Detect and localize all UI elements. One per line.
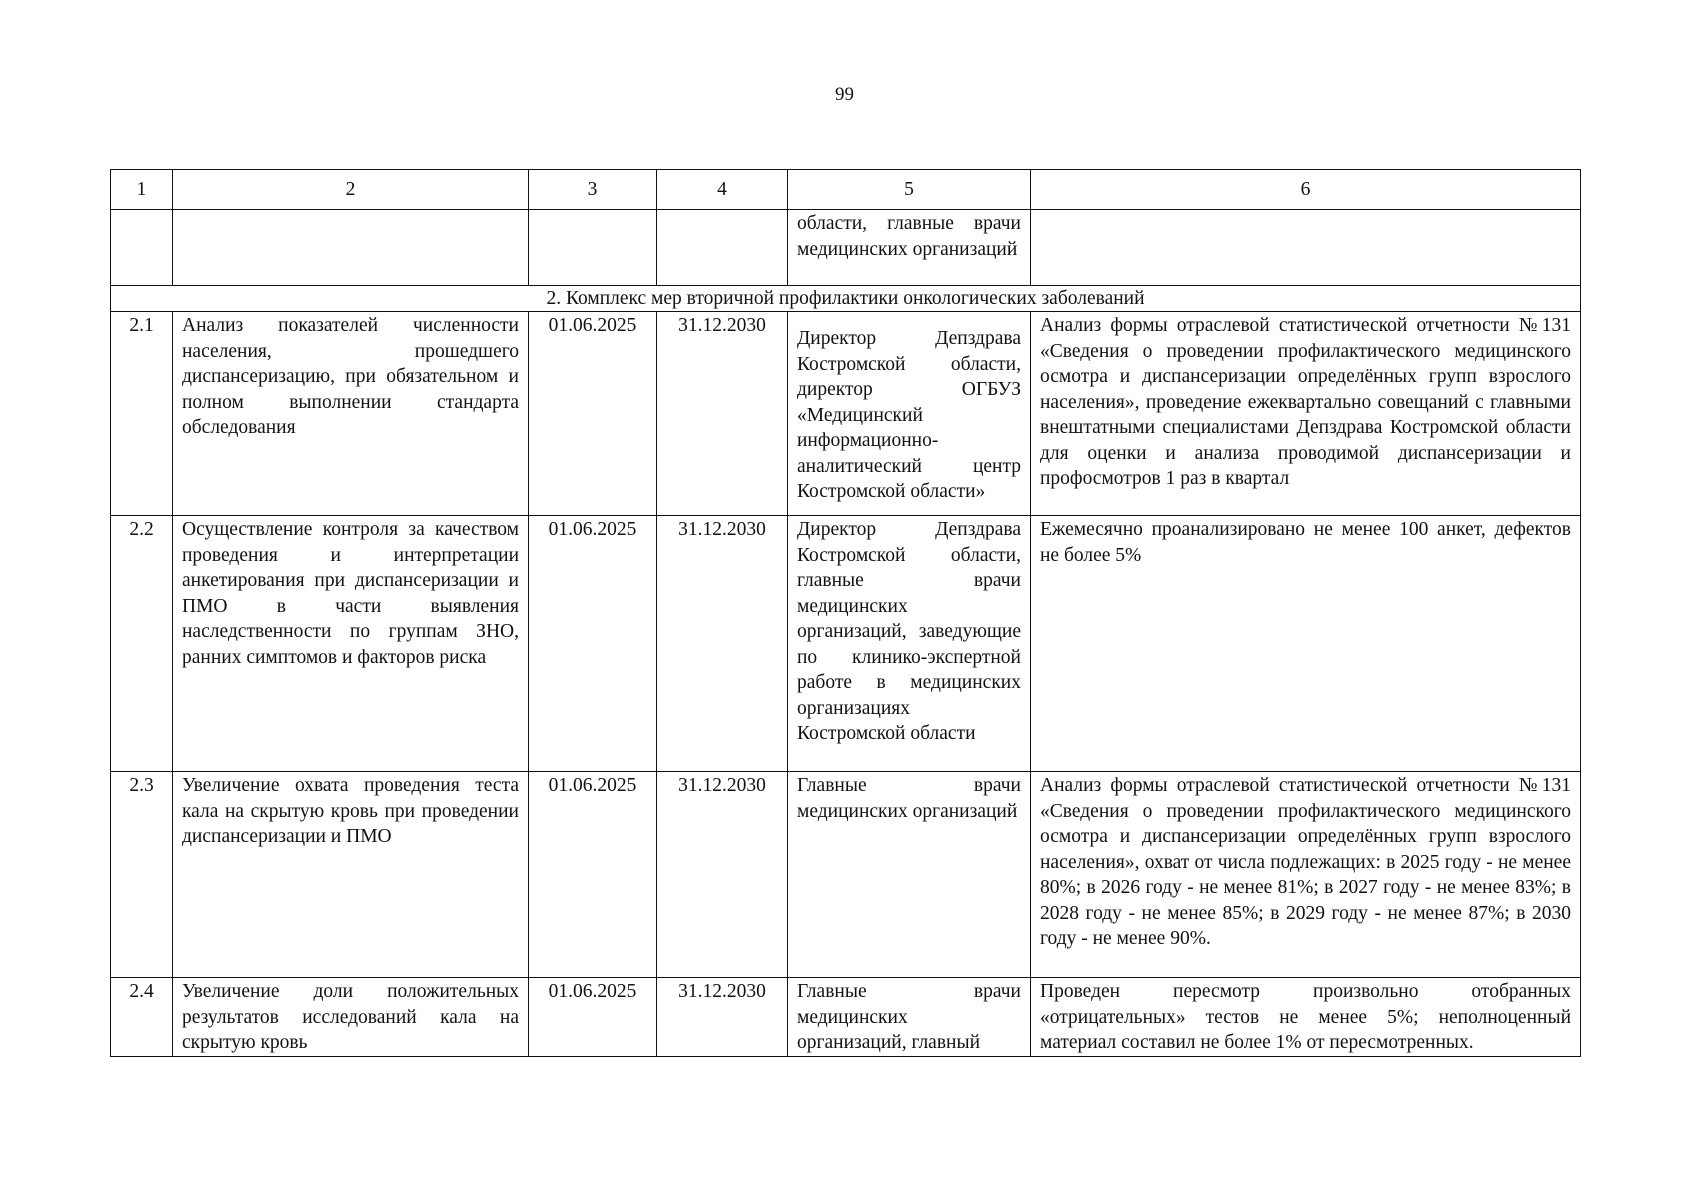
section-title: 2. Комплекс мер вторичной профилактики онкологических заболеваний bbox=[111, 286, 1581, 312]
table-header-row bbox=[111, 170, 1581, 210]
result-cell: Анализ формы отраслевой статистической отчетности №131 «Сведения о проведении профилактического медицинского осмотра и диспансеризации определённых групп взрослого населения», проведение ежеквартально совещаний с главными внештатными специалистами Депздрава Костромской области для оценки и анализа проводимой диспансеризации и профосмотров 1 раз в квартал bbox=[1031, 312, 1581, 516]
header-cell: 1 bbox=[111, 170, 173, 210]
responsible-cell: Главные врачи медицинских организаций, главный bbox=[788, 978, 1031, 1057]
responsible-cell: Директор Депздрава Костромской области, директор ОГБУЗ «Медицинский информационно-аналитический центр Костромской области» bbox=[788, 312, 1031, 516]
empty-cell bbox=[173, 210, 529, 286]
row-number: 2.1 bbox=[111, 312, 173, 516]
continuation-row bbox=[111, 210, 1581, 286]
responsible-cell: Директор Депздрава Костромской области, главные врачи медицинских организаций, заведующие по клинико-экспертной работе в медицинских организациях Костромской области bbox=[788, 516, 1031, 772]
empty-cell bbox=[1031, 210, 1581, 286]
row-number: 2.4 bbox=[111, 978, 173, 1057]
row-number: 2.3 bbox=[111, 772, 173, 978]
end-date: 31.12.2030 bbox=[657, 312, 788, 516]
empty-cell bbox=[529, 210, 657, 286]
table-row bbox=[111, 516, 1581, 772]
table-row bbox=[111, 312, 1581, 516]
header-cell: 4 bbox=[657, 170, 788, 210]
responsible-cell: Главные врачи медицинских организаций bbox=[788, 772, 1031, 978]
empty-cell bbox=[111, 210, 173, 286]
page-number: 99 bbox=[835, 84, 854, 105]
result-cell: Анализ формы отраслевой статистической отчетности №131 «Сведения о проведении профилактического медицинского осмотра и диспансеризации определённых групп взрослого населения», охват от числа подлежащих: в 2025 году - не менее 80%; в 2026 году - не менее 81%; в 2027 году - не менее 83%; в 2028 году - не менее 85%; в 2029 году - не менее 87%; в 2030 году - не менее 90%. bbox=[1031, 772, 1581, 978]
table-row bbox=[111, 978, 1581, 1057]
measure-cell: Осуществление контроля за качеством проведения и интерпретации анкетирования при диспансеризации и ПМО в части выявления наследственности по группам ЗНО, ранних симптомов и факторов риска bbox=[173, 516, 529, 772]
start-date: 01.06.2025 bbox=[529, 978, 657, 1057]
responsible-cell: области, главные врачи медицинских организаций bbox=[788, 210, 1031, 286]
measure-cell: Анализ показателей численности населения, прошедшего диспансеризацию, при обязательном и полном выполнении стандарта обследования bbox=[173, 312, 529, 516]
end-date: 31.12.2030 bbox=[657, 978, 788, 1057]
section-title-row bbox=[111, 286, 1581, 312]
table-row bbox=[111, 772, 1581, 978]
end-date: 31.12.2030 bbox=[657, 516, 788, 772]
row-number: 2.2 bbox=[111, 516, 173, 772]
measure-cell: Увеличение охвата проведения теста кала на скрытую кровь при проведении диспансеризации и ПМО bbox=[173, 772, 529, 978]
start-date: 01.06.2025 bbox=[529, 772, 657, 978]
start-date: 01.06.2025 bbox=[529, 312, 657, 516]
start-date: 01.06.2025 bbox=[529, 516, 657, 772]
header-cell: 6 bbox=[1031, 170, 1581, 210]
measure-cell: Увеличение доли положительных результатов исследований кала на скрытую кровь bbox=[173, 978, 529, 1057]
measures-table bbox=[110, 169, 1581, 1057]
header-cell: 3 bbox=[529, 170, 657, 210]
end-date: 31.12.2030 bbox=[657, 772, 788, 978]
result-cell: Ежемесячно проанализировано не менее 100 анкет, дефектов не более 5% bbox=[1031, 516, 1581, 772]
empty-cell bbox=[657, 210, 788, 286]
result-cell: Проведен пересмотр произвольно отобранных «отрицательных» тестов не менее 5%; неполноценный материал составил не более 1% от пересмотренных. bbox=[1031, 978, 1581, 1057]
header-cell: 5 bbox=[788, 170, 1031, 210]
header-cell: 2 bbox=[173, 170, 529, 210]
